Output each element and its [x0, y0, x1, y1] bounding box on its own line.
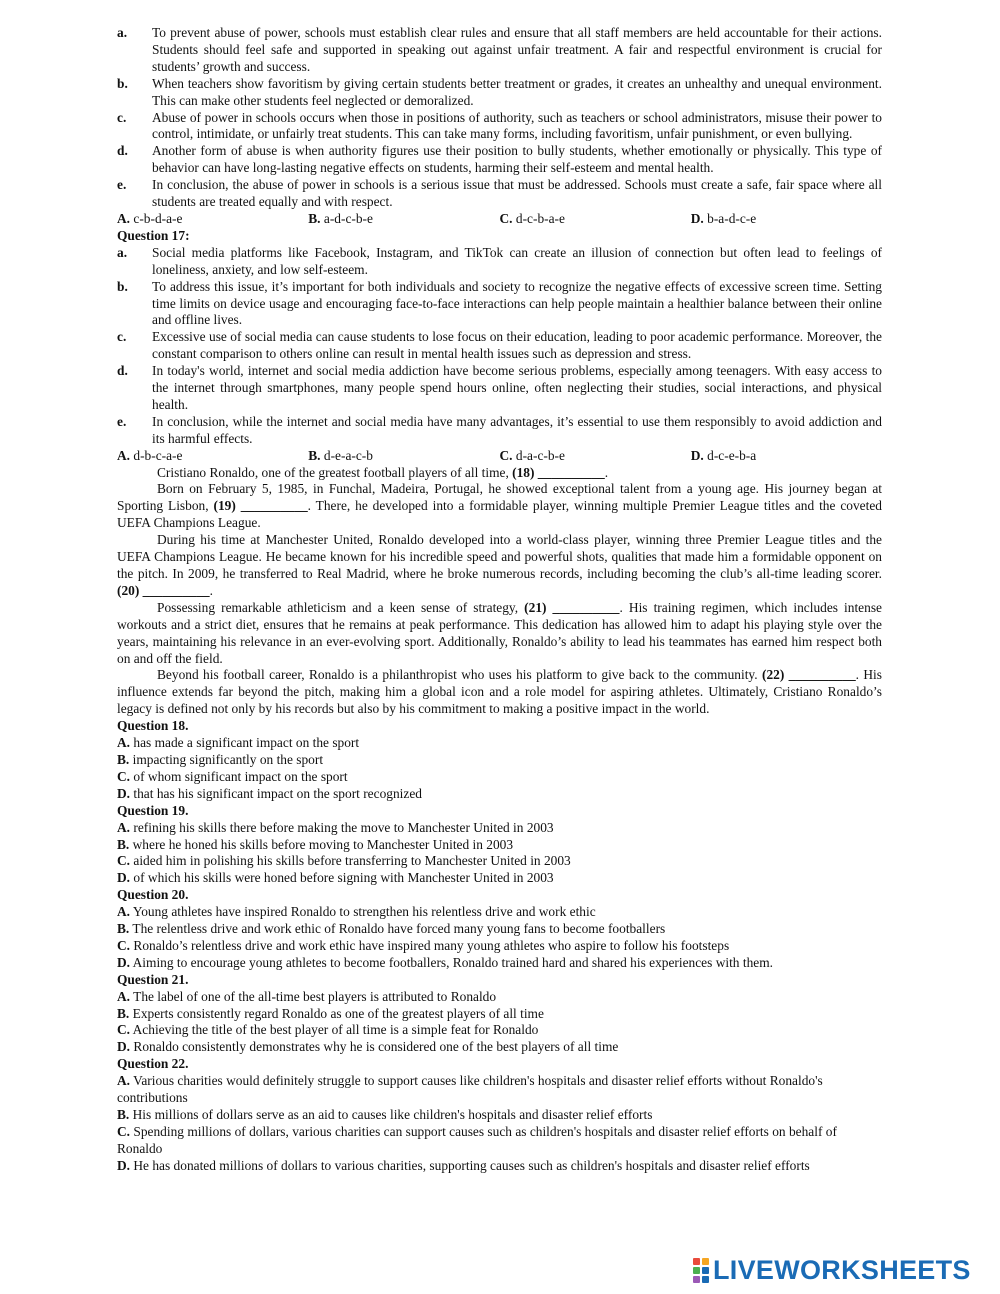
paragraph-text: . There, he developed into a formidable player, winning multiple Premier League titles and the coveted UEFA Champions League.: [117, 498, 882, 531]
option-letter: C.: [499, 210, 513, 226]
liveworksheets-logo[interactable]: [693, 1257, 971, 1283]
q20-option-a[interactable]: [117, 904, 882, 921]
q20-option-d[interactable]: [117, 955, 882, 972]
q17-option-b[interactable]: [308, 448, 499, 465]
q16-item-b: [117, 76, 882, 110]
option-letter: D.: [117, 1157, 131, 1173]
item-text: In conclusion, while the internet and social media have many advantages, it’s essential to use them responsibly to avoid addiction and its harmful effects.: [152, 413, 882, 446]
option-letter: D.: [690, 210, 704, 226]
question-21: [117, 972, 882, 1057]
q16-option-a[interactable]: [117, 211, 308, 228]
logo-square-2: [702, 1258, 709, 1265]
q16-item-d: [117, 143, 882, 177]
q17-item-c: [117, 329, 882, 363]
option-letter: D.: [117, 954, 131, 970]
q20-option-c[interactable]: [117, 938, 882, 955]
q17-option-c[interactable]: [500, 448, 691, 465]
q17-item-b: [117, 279, 882, 330]
item-text: To prevent abuse of power, schools must establish clear rules and ensure that all staff members are held accountable for their actions. Students should feel safe and supported in speaking out against unfair treatment. A fair and respectful environment is crucial for students’ growth and success.: [152, 25, 882, 74]
option-text: d-c-b-a-e: [515, 210, 565, 226]
q16-item-e: [117, 177, 882, 211]
q16-item-c: [117, 110, 882, 144]
blank-22[interactable]: (22) __________: [761, 667, 856, 683]
q17-title: Question 17:: [117, 227, 190, 243]
option-letter: C.: [117, 1022, 131, 1038]
q17-items: [117, 245, 882, 448]
item-label: c.: [117, 329, 127, 345]
q21-option-c[interactable]: [117, 1022, 882, 1039]
item-text: Another form of abuse is when authority figures use their position to bully students, whether emotionally or physically. This type of behavior can have long-lasting negative effects on students, harming their self-esteem and mental health.: [152, 143, 882, 176]
option-text: Achieving the title of the best player of all time is a simple feat for Ronaldo: [132, 1022, 539, 1038]
question-title: Question 19.: [117, 802, 189, 818]
option-text: His millions of dollars serve as an aid to causes like children's hospitals and disaster relief efforts: [132, 1107, 653, 1122]
item-label: b.: [117, 75, 128, 91]
question-20: [117, 887, 882, 972]
option-letter: D.: [690, 447, 704, 463]
logo-square-3: [693, 1267, 700, 1274]
option-text: d-b-c-a-e: [133, 447, 183, 463]
item-label: c.: [117, 109, 127, 125]
logo-mark-icon: [693, 1258, 709, 1283]
worksheet-page: [117, 25, 882, 1175]
q22-option-d[interactable]: [117, 1158, 882, 1175]
option-letter: D.: [117, 1039, 131, 1055]
blank-20[interactable]: (20) __________: [117, 582, 210, 598]
item-label: d.: [117, 363, 128, 379]
question-title: Question 20.: [117, 887, 189, 903]
paragraph-text: . His training regimen, which includes intense workouts and a strict diet, ensures that he remains at peak performance. This dedication has allowed him to adapt his playing style over the years, maintaining his relevance in an ever-evolving sport. Additionally, Ronaldo’s ability to lead his teammates has earned him respect both on and off the field.: [117, 599, 882, 666]
q22-option-c[interactable]: [117, 1124, 882, 1158]
q17-option-a[interactable]: [117, 448, 308, 465]
q18-option-b[interactable]: [117, 752, 882, 769]
option-letter: C.: [499, 447, 513, 463]
option-letter: A.: [117, 819, 131, 835]
q17-item-a: [117, 245, 882, 279]
item-text: To address this issue, it’s important for both individuals and society to recognize the negative effects of excessive screen time. Setting time limits on device usage and encouraging face-to-face interactions can help people maintain a healthier balance between their online and offline lives.: [152, 278, 882, 328]
question-title: Question 22.: [117, 1056, 189, 1072]
paragraph-text: Born on February 5, 1985, in Funchal, Madeira, Portugal, he showed exceptional talent from a young age. His journey began at Sporting Lisbon,: [117, 481, 882, 514]
item-label: a.: [117, 244, 128, 260]
option-letter: C.: [117, 768, 131, 784]
q16-item-a: [117, 25, 882, 76]
option-letter: A.: [117, 447, 131, 463]
option-text: where he honed his skills before moving to Manchester United in 2003: [132, 836, 514, 852]
passage: [117, 465, 882, 719]
option-text: d-a-c-b-e: [515, 447, 565, 463]
q18-option-d[interactable]: [117, 786, 882, 803]
option-letter: B.: [308, 447, 321, 463]
paragraph-text: Possessing remarkable athleticism and a keen sense of strategy,: [157, 599, 525, 615]
item-label: b.: [117, 278, 128, 294]
option-text: a-d-c-b-e: [323, 210, 373, 226]
q21-option-a[interactable]: [117, 989, 882, 1006]
option-letter: A.: [117, 904, 131, 920]
q16-option-c[interactable]: [500, 211, 691, 228]
item-text: Excessive use of social media can cause students to lose focus on their education, leading to poor academic performance. Moreover, the constant comparison to others online can result in mental health issues such as depression and stress.: [152, 329, 882, 362]
question-title: Question 18.: [117, 718, 189, 734]
item-label: a.: [117, 25, 128, 40]
q16-option-b[interactable]: [308, 211, 499, 228]
paragraph-text: Beyond his football career, Ronaldo is a philanthropist who uses his platform to give back to the community.: [157, 667, 762, 683]
paragraph-text: . His influence extends far beyond the pitch, making him a global icon and a role model for aspiring athletes. Ultimately, Cristiano Ronaldo’s legacy is defined not only by his records but also by his commitment to making a positive impact in the world.: [117, 667, 882, 717]
q17-option-d[interactable]: [691, 448, 882, 465]
q19-option-b[interactable]: [117, 837, 882, 854]
question-18: [117, 718, 882, 803]
q21-option-d[interactable]: [117, 1039, 882, 1056]
question-title: Question 21.: [117, 971, 189, 987]
question-22: [117, 1056, 882, 1174]
item-text: When teachers show favoritism by giving certain students better treatment or grades, it creates an unhealthy and unequal environment. This can make other students feel neglected or demoralized.: [152, 75, 882, 108]
option-text: The relentless drive and work ethic of Ronaldo have forced many young fans to become footballers: [132, 921, 666, 937]
q16-items: [117, 25, 882, 211]
option-text: Young athletes have inspired Ronaldo to strengthen his relentless drive and work ethic: [132, 904, 596, 920]
option-text: Various charities would definitely struggle to support causes like children's hospitals and disaster relief efforts without Ronaldo's contributions: [117, 1073, 823, 1106]
option-text: The label of one of the all-time best players is attributed to Ronaldo: [133, 988, 497, 1004]
item-label: d.: [117, 143, 128, 159]
option-text: He has donated millions of dollars to various charities, supporting causes such as children's hospitals and disaster relief efforts: [133, 1157, 810, 1173]
option-letter: C.: [117, 853, 131, 869]
option-text: refining his skills there before making the move to Manchester United in 2003: [133, 819, 554, 835]
passage-paragraph-4: [117, 600, 882, 668]
blank-19[interactable]: (19) __________: [213, 498, 308, 514]
item-text: Abuse of power in schools occurs when those in positions of authority, such as teachers or school administrators, misuse their power to control, intimidate, or unfairly treat students. This can take many forms, including favoritism, unfair punishment, or even bullying.: [152, 109, 882, 142]
option-text: of whom significant impact on the sport: [133, 768, 348, 784]
option-letter: B.: [117, 751, 130, 767]
option-text: Ronaldo’s relentless drive and work ethic have inspired many young athletes who aspire to follow his footsteps: [133, 937, 730, 953]
paragraph-text: During his time at Manchester United, Ronaldo developed into a world-class player, winning three Premier League titles and the UEFA Champions League. He became known for his incredible speed and powerful shots, qualities that made him a formidable opponent on the pitch. In 2009, he transferred to Real Madrid, where he broke numerous records, including becoming the club’s all-time leading scorer.: [117, 532, 882, 581]
option-letter: B.: [117, 1005, 130, 1021]
option-letter: C.: [117, 1123, 131, 1139]
paragraph-text: .: [604, 464, 609, 480]
q17-item-d: [117, 363, 882, 414]
option-letter: A.: [117, 988, 131, 1004]
logo-square-1: [693, 1258, 700, 1265]
q19-option-a[interactable]: [117, 820, 882, 837]
q17-item-e: [117, 414, 882, 448]
paragraph-text: Cristiano Ronaldo, one of the greatest football players of all time,: [157, 464, 513, 480]
passage-paragraph-1: [117, 465, 882, 482]
q20-option-b[interactable]: [117, 921, 882, 938]
option-text: of which his skills were honed before signing with Manchester United in 2003: [133, 870, 554, 886]
paragraph-text: .: [209, 582, 213, 598]
option-letter: B.: [117, 1107, 130, 1122]
option-letter: A.: [117, 735, 131, 751]
option-letter: A.: [117, 210, 131, 226]
q18-option-c[interactable]: [117, 769, 882, 786]
option-text: Experts consistently regard Ronaldo as one of the greatest players of all time: [132, 1005, 544, 1021]
q16-options: [117, 211, 882, 228]
item-text: In today's world, internet and social media addiction have become serious problems, especially among teenagers. With easy access to the internet through smartphones, many people spend hours online, often neglecting their studies, social interactions, and physical health.: [152, 363, 882, 412]
logo-square-5: [693, 1276, 700, 1283]
option-text: impacting significantly on the sport: [132, 751, 324, 767]
option-text: Aiming to encourage young athletes to become footballers, Ronaldo trained hard and shared his experiences with them.: [132, 954, 773, 970]
item-label: e.: [117, 177, 127, 193]
question-19: [117, 803, 882, 888]
option-text: d-c-e-b-a: [707, 447, 757, 463]
blank-18[interactable]: (18) __________: [512, 464, 605, 480]
option-letter: A.: [117, 1073, 131, 1089]
q16-option-d[interactable]: [691, 211, 882, 228]
option-text: Spending millions of dollars, various charities can support causes such as children's hospitals and disaster relief efforts on behalf of Ronaldo: [117, 1123, 837, 1156]
q22-option-a[interactable]: [117, 1073, 882, 1107]
passage-paragraph-2: [117, 481, 882, 532]
q18-option-a[interactable]: [117, 735, 882, 752]
passage-paragraph-5: [117, 667, 882, 718]
option-letter: C.: [117, 937, 131, 953]
passage-paragraph-3: [117, 532, 882, 600]
option-text: aided him in polishing his skills before transferring to Manchester United in 2003: [133, 853, 571, 869]
q21-option-b[interactable]: [117, 1006, 882, 1023]
logo-square-6: [702, 1276, 709, 1283]
option-text: that has his significant impact on the sport recognized: [133, 785, 422, 801]
option-text: Ronaldo consistently demonstrates why he is considered one of the best players of all time: [133, 1039, 619, 1055]
item-text: In conclusion, the abuse of power in schools is a serious issue that must be addressed. Schools must create a safe, fair space where all students are treated equally and with respect.: [152, 177, 882, 210]
q17-options: [117, 448, 882, 465]
option-letter: B.: [117, 921, 130, 937]
q19-option-d[interactable]: [117, 870, 882, 887]
option-text: c-b-d-a-e: [133, 210, 183, 226]
option-letter: D.: [117, 870, 131, 886]
option-letter: B.: [117, 836, 130, 852]
option-text: has made a significant impact on the sport: [133, 735, 360, 751]
item-label: e.: [117, 413, 127, 429]
logo-text: LIVEWORKSHEETS: [713, 1255, 971, 1285]
q22-option-b[interactable]: [117, 1107, 882, 1124]
q19-option-c[interactable]: [117, 853, 882, 870]
blank-21[interactable]: (21) __________: [524, 599, 620, 615]
option-letter: B.: [308, 210, 321, 226]
option-text: b-a-d-c-e: [707, 210, 757, 226]
item-text: Social media platforms like Facebook, Instagram, and TikTok can create an illusion of connection but often lead to feelings of loneliness, anxiety, and low self-esteem.: [152, 244, 882, 277]
logo-square-4: [702, 1267, 709, 1274]
option-letter: D.: [117, 785, 131, 801]
option-text: d-e-a-c-b: [323, 447, 373, 463]
